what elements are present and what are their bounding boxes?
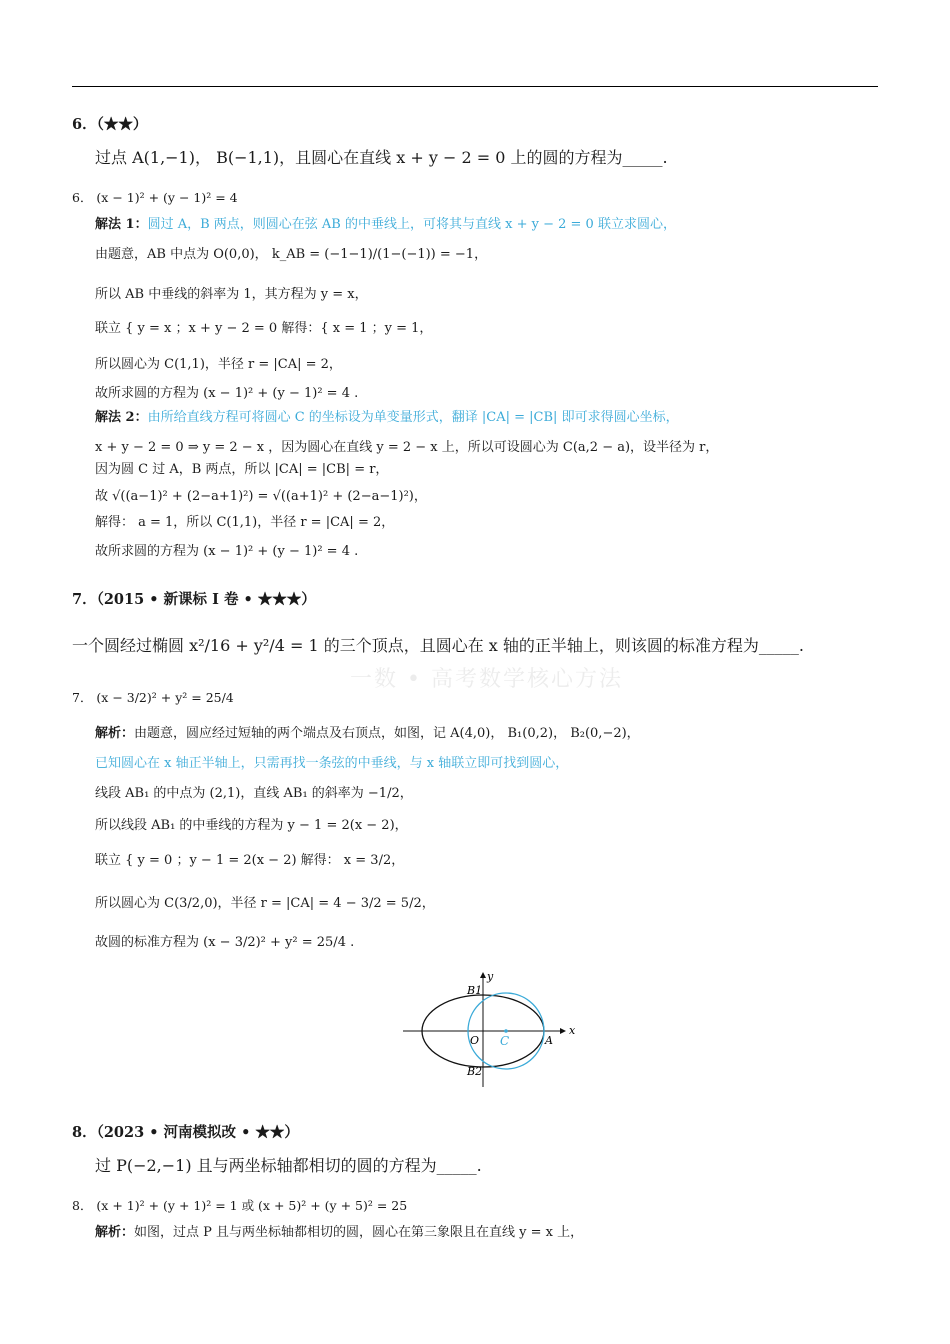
q6-method1-note: 圆过 A，B 两点，则圆心在弦 AB 的中垂线上，可将其与直线 x + y − 2 = 0 联立求圆心， [147,217,676,232]
label-B1: B1 [467,984,483,997]
q6-method2 [95,411,679,424]
q6-heading: 6．（★★） [72,116,148,133]
q7-line3: 所以线段 AB₁ 的中垂线的方程为 y − 1 = 2(x − 2)， [95,818,408,833]
watermark: 一数 • 高考数学核心方法 [350,667,623,692]
q6-method2-note: 由所给直线方程可将圆心 C 的坐标设为单变量形式，翻译 |CA| = |CB| 即可求得圆心坐标， [147,410,679,425]
q7-line6: 故圆的标准方程为 (x − 3/2)² + y² = 25/4 . [95,935,355,950]
q6-line9: 解得： a = 1，所以 C(1,1)，半径 r = |CA| = 2， [95,515,395,530]
q6-line3: 联立 { y = x ；x + y − 2 = 0 解得：{ x = 1 ；y = 1， [95,321,433,336]
q7-note: 已知圆心在 x 轴正半轴上，只需再找一条弦的中垂线，与 x 轴联立即可找到圆心， [95,756,569,771]
q6-line8: 故 √((a−1)² + (2−a+1)²) = √((a+1)² + (2−a−1)²)， [95,489,427,504]
header-rule [72,86,878,87]
q8-heading: 8．（2023 • 河南模拟改 • ★★） [72,1124,299,1141]
q6-method2-label: 解法 2： [95,410,148,425]
q7-line4: 联立 { y = 0 ；y − 1 = 2(x − 2) 解得： x = 3/2， [95,853,405,868]
q7-line2: 线段 AB₁ 的中点为 (2,1)，直线 AB₁ 的斜率为 −1/2， [95,786,413,801]
center-point [504,1029,508,1033]
q8-answer: 8． (x + 1)² + (y + 1)² = 1 或 (x + 5)² + (y + 5)² = 25 [72,1198,408,1213]
ellipse-circle-figure [395,965,585,1095]
q7-answer: 7． (x − 3/2)² + y² = 25/4 [72,690,234,705]
q6-answer: 6． (x − 1)² + (y − 1)² = 4 [72,190,238,205]
q6-line4: 所以圆心为 C(1,1)，半径 r = |CA| = 2， [95,357,342,372]
q6-line6: x + y − 2 = 0 ⇒ y = 2 − x ，因为圆心在直线 y = 2 − x 上，所以可设圆心为 C(a,2 − a)，设半径为 r， [95,440,719,455]
label-B2: B2 [467,1065,483,1078]
q6-line10: 故所求圆的方程为 (x − 1)² + (y − 1)² = 4 . [95,544,359,559]
q7-heading: 7．（2015 • 新课标 Ⅰ 卷 • ★★★） [72,591,316,608]
label-x: x [569,1024,576,1037]
q7-stem: 一个圆经过椭圆 x²/16 + y²/4 = 1 的三个顶点，且圆心在 x 轴的正半轴上，则该圆的标准方程为_____. [72,636,805,655]
q8-analysis-label: 解析： [95,1225,135,1240]
label-A: A [545,1034,553,1047]
q8-line1: 如图，过点 P 且与两坐标轴都相切的圆，圆心在第三象限且在直线 y = x 上， [134,1225,584,1240]
q6-method1 [95,218,676,231]
q6-line5: 故所求圆的方程为 (x − 1)² + (y − 1)² = 4 . [95,386,359,401]
q7-line5: 所以圆心为 C(3/2,0)，半径 r = |CA| = 4 − 3/2 = 5/2， [95,896,435,911]
q8-analysis [95,1226,583,1239]
label-y: y [487,970,494,983]
label-C: C [500,1034,510,1048]
label-O: O [470,1034,480,1047]
q6-method1-label: 解法 1： [95,217,148,232]
q8-stem: 过 P(−2,−1) 且与两坐标轴都相切的圆的方程为_____. [95,1156,482,1175]
q6-line7: 因为圆 C 过 A，B 两点，所以 |CA| = |CB| = r， [95,462,389,477]
q7-line1: 由题意，圆应经过短轴的两个端点及右顶点，如图，记 A(4,0)， B₁(0,2)， B₂(0,−2)， [134,726,640,741]
q7-analysis-label: 解析： [95,726,135,741]
q6-stem: 过点 A(1,−1)， B(−1,1)，且圆心在直线 x + y − 2 = 0 上的圆的方程为_____. [95,148,668,167]
q6-line1: 由题意，AB 中点为 O(0,0)， k_AB = (−1−1)/(1−(−1)) = −1， [95,247,488,262]
q6-line2: 所以 AB 中垂线的斜率为 1，其方程为 y = x， [95,287,368,302]
q7-analysis [95,727,640,740]
